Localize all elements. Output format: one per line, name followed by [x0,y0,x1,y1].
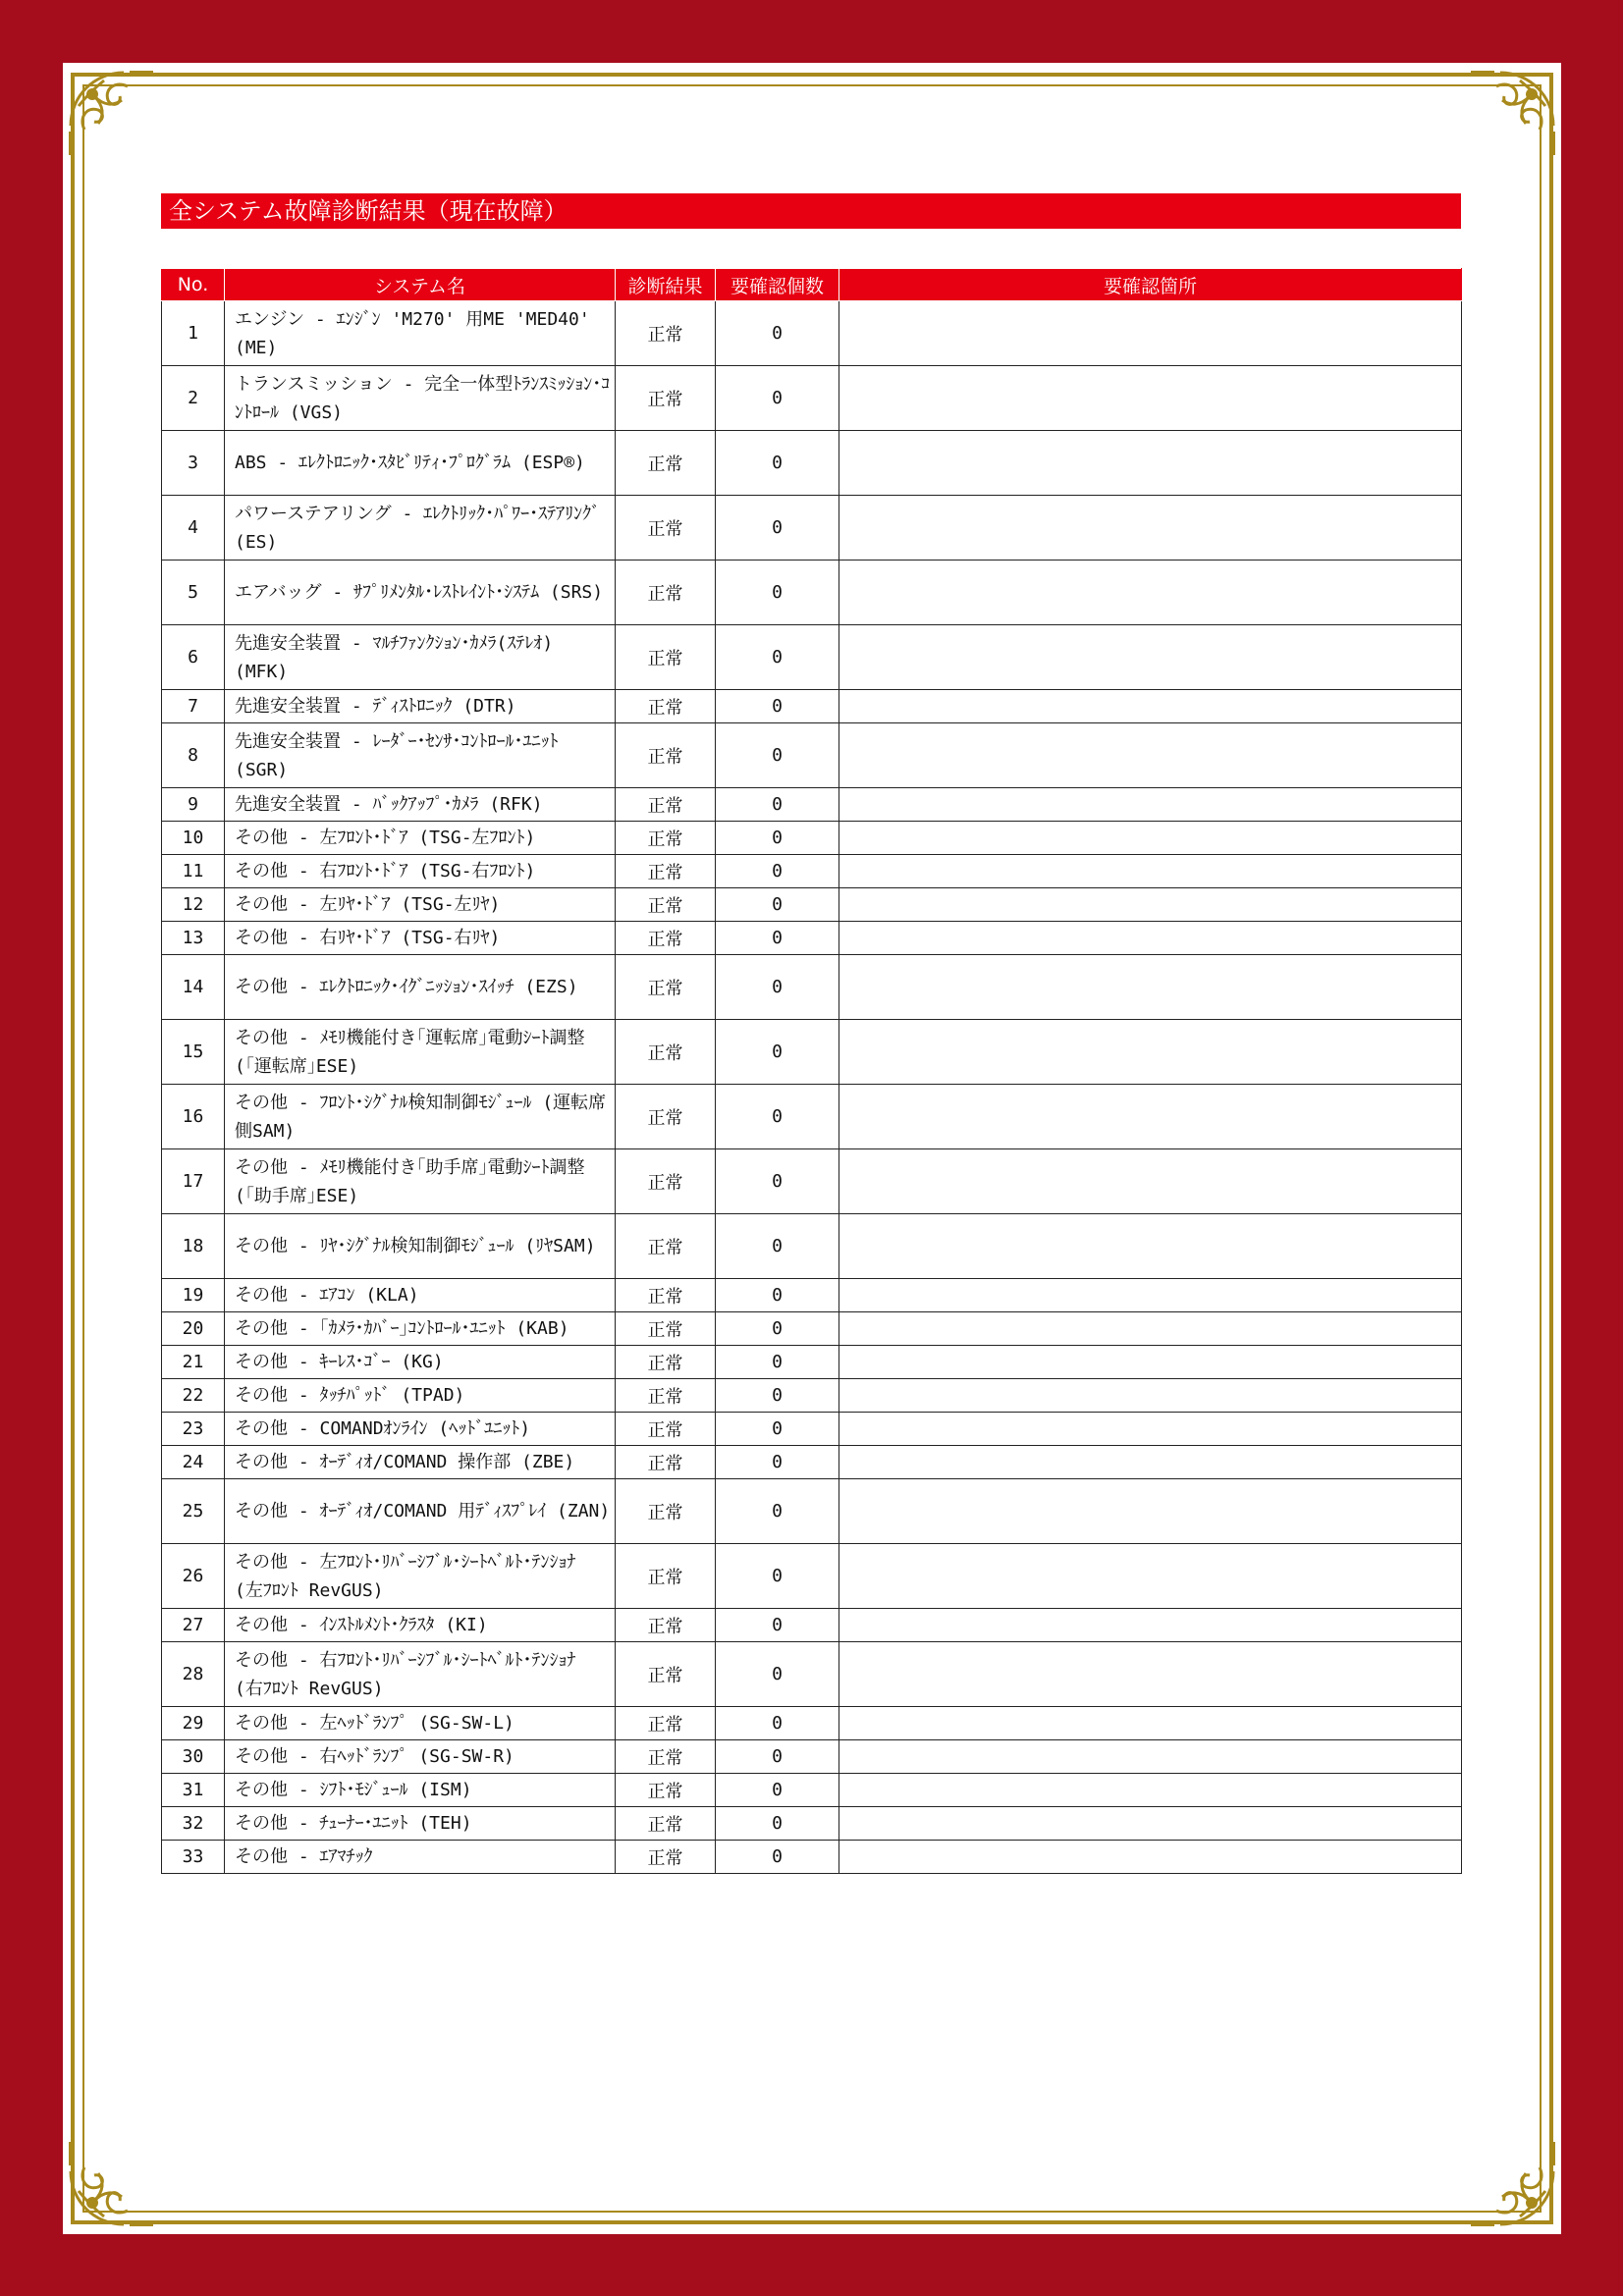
check-count-cell: 0 [716,431,839,496]
check-location-cell [839,496,1462,561]
system-name-cell: その他 - ｵｰﾃﾞｨｵ/COMAND 用ﾃﾞｨｽﾌﾟﾚｲ (ZAN) [225,1479,616,1544]
table-row [162,1312,1462,1346]
check-count-cell: 0 [716,690,839,723]
diagnosis-result-cell: 正常 [616,723,716,788]
table-row [162,1149,1462,1214]
table-row [162,1446,1462,1479]
corner-ornament-icon [1465,67,1559,161]
header-location: 要確認箇所 [839,269,1462,301]
check-location-cell [839,1841,1462,1874]
diagnosis-result-cell: 正常 [616,1149,716,1214]
row-number-cell: 2 [162,366,225,431]
diagnosis-result-cell: 正常 [616,955,716,1020]
diagnosis-result-cell: 正常 [616,366,716,431]
diagnosis-result-cell: 正常 [616,431,716,496]
system-name-cell: その他 - ﾁｭｰﾅｰ･ﾕﾆｯﾄ (TEH) [225,1807,616,1841]
system-name-cell: その他 - 右ﾌﾛﾝﾄ･ﾄﾞｱ (TSG-右ﾌﾛﾝﾄ) [225,855,616,888]
check-location-cell [839,1609,1462,1642]
diagnosis-result-cell: 正常 [616,496,716,561]
check-location-cell [839,561,1462,625]
check-count-cell: 0 [716,1085,839,1149]
row-number-cell: 17 [162,1149,225,1214]
system-name-cell: その他 - 右ﾌﾛﾝﾄ･ﾘﾊﾞｰｼﾌﾞﾙ･ｼｰﾄﾍﾞﾙﾄ･ﾃﾝｼｮﾅ (右ﾌﾛﾝﾄ RevGUS) [225,1642,616,1707]
check-location-cell [839,301,1462,366]
check-count-cell: 0 [716,1446,839,1479]
row-number-cell: 3 [162,431,225,496]
report-page [63,63,1561,2234]
diagnosis-result-cell: 正常 [616,301,716,366]
table-row [162,1609,1462,1642]
check-location-cell [839,955,1462,1020]
diagnosis-result-cell: 正常 [616,1085,716,1149]
system-name-cell: その他 - COMANDｵﾝﾗｲﾝ (ﾍｯﾄﾞﾕﾆｯﾄ) [225,1413,616,1446]
header-count: 要確認個数 [716,269,839,301]
check-count-cell: 0 [716,922,839,955]
table-row [162,788,1462,822]
system-name-cell: その他 - 左ﾍｯﾄﾞﾗﾝﾌﾟ (SG-SW-L) [225,1707,616,1740]
check-location-cell [839,922,1462,955]
check-location-cell [839,1085,1462,1149]
system-name-cell: その他 - ｴﾚｸﾄﾛﾆｯｸ･ｲｸﾞﾆｯｼｮﾝ･ｽｲｯﾁ (EZS) [225,955,616,1020]
diagnosis-result-cell: 正常 [616,1642,716,1707]
check-location-cell [839,625,1462,690]
row-number-cell: 23 [162,1413,225,1446]
row-number-cell: 20 [162,1312,225,1346]
diagnosis-result-cell: 正常 [616,1740,716,1774]
row-number-cell: 18 [162,1214,225,1279]
header-no: No. [162,269,225,301]
system-name-cell: 先進安全装置 - ﾃﾞｨｽﾄﾛﾆｯｸ (DTR) [225,690,616,723]
row-number-cell: 21 [162,1346,225,1379]
diagnosis-result-cell: 正常 [616,1279,716,1312]
diagnosis-result-cell: 正常 [616,1707,716,1740]
check-location-cell [839,1807,1462,1841]
table-row [162,1841,1462,1874]
system-name-cell: その他 - ﾒﾓﾘ機能付き｢運転席｣電動ｼｰﾄ調整 (｢運転席｣ESE) [225,1020,616,1085]
check-count-cell: 0 [716,1544,839,1609]
row-number-cell: 12 [162,888,225,922]
check-count-cell: 0 [716,1279,839,1312]
diagnosis-result-cell: 正常 [616,1841,716,1874]
row-number-cell: 6 [162,625,225,690]
table-row [162,1279,1462,1312]
check-location-cell [839,431,1462,496]
table-row [162,1214,1462,1279]
diagnosis-result-cell: 正常 [616,1214,716,1279]
system-name-cell: エンジン - ｴﾝｼﾞﾝ 'M270' 用ME 'MED40' (ME) [225,301,616,366]
check-count-cell: 0 [716,1807,839,1841]
header-system-name: システム名 [225,269,616,301]
table-row [162,1774,1462,1807]
row-number-cell: 29 [162,1707,225,1740]
table-row [162,431,1462,496]
check-count-cell: 0 [716,625,839,690]
row-number-cell: 15 [162,1020,225,1085]
diagnosis-result-cell: 正常 [616,1312,716,1346]
row-number-cell: 10 [162,822,225,855]
table-row [162,1379,1462,1413]
system-name-cell: その他 - ﾌﾛﾝﾄ･ｼｸﾞﾅﾙ検知制御ﾓｼﾞｭｰﾙ (運転席側SAM) [225,1085,616,1149]
check-location-cell [839,1214,1462,1279]
diagnosis-result-cell: 正常 [616,1479,716,1544]
system-name-cell: その他 - 右ﾍｯﾄﾞﾗﾝﾌﾟ (SG-SW-R) [225,1740,616,1774]
check-count-cell: 0 [716,1149,839,1214]
check-count-cell: 0 [716,1020,839,1085]
table-row [162,1346,1462,1379]
check-count-cell: 0 [716,1379,839,1413]
system-name-cell: その他 - ｢ｶﾒﾗ･ｶﾊﾞｰ｣ｺﾝﾄﾛｰﾙ･ﾕﾆｯﾄ (KAB) [225,1312,616,1346]
diagnosis-result-cell: 正常 [616,625,716,690]
row-number-cell: 27 [162,1609,225,1642]
check-count-cell: 0 [716,301,839,366]
diagnosis-result-cell: 正常 [616,855,716,888]
system-name-cell: トランスミッション - 完全一体型ﾄﾗﾝｽﾐｯｼｮﾝ･ｺﾝﾄﾛｰﾙ (VGS) [225,366,616,431]
corner-ornament-icon [1465,2136,1559,2230]
system-name-cell: その他 - ｵｰﾃﾞｨｵ/COMAND 操作部 (ZBE) [225,1446,616,1479]
diagnosis-result-cell: 正常 [616,1807,716,1841]
table-row [162,822,1462,855]
check-location-cell [839,1149,1462,1214]
check-count-cell: 0 [716,1346,839,1379]
row-number-cell: 7 [162,690,225,723]
corner-ornament-icon [65,67,159,161]
row-number-cell: 16 [162,1085,225,1149]
check-count-cell: 0 [716,366,839,431]
system-name-cell: その他 - ｲﾝｽﾄﾙﾒﾝﾄ･ｸﾗｽﾀ (KI) [225,1609,616,1642]
check-location-cell [839,1774,1462,1807]
check-count-cell: 0 [716,1642,839,1707]
diagnosis-result-cell: 正常 [616,561,716,625]
check-count-cell: 0 [716,723,839,788]
table-header-row [162,269,1462,301]
check-location-cell [839,1346,1462,1379]
check-count-cell: 0 [716,561,839,625]
row-number-cell: 32 [162,1807,225,1841]
row-number-cell: 33 [162,1841,225,1874]
page-title: 全システム故障診断結果（現在故障） [161,193,1461,229]
row-number-cell: 11 [162,855,225,888]
table-row [162,690,1462,723]
table-row [162,922,1462,955]
system-name-cell: その他 - 左ﾌﾛﾝﾄ･ﾄﾞｱ (TSG-左ﾌﾛﾝﾄ) [225,822,616,855]
system-name-cell: その他 - 左ﾌﾛﾝﾄ･ﾘﾊﾞｰｼﾌﾞﾙ･ｼｰﾄﾍﾞﾙﾄ･ﾃﾝｼｮﾅ (左ﾌﾛﾝﾄ RevGUS) [225,1544,616,1609]
table-row [162,301,1462,366]
diagnosis-result-cell: 正常 [616,1413,716,1446]
diagnosis-result-cell: 正常 [616,690,716,723]
row-number-cell: 24 [162,1446,225,1479]
diagnosis-result-cell: 正常 [616,788,716,822]
table-row [162,1479,1462,1544]
check-location-cell [839,1413,1462,1446]
system-name-cell: その他 - ﾀｯﾁﾊﾟｯﾄﾞ (TPAD) [225,1379,616,1413]
check-count-cell: 0 [716,1707,839,1740]
check-location-cell [839,690,1462,723]
check-location-cell [839,1312,1462,1346]
check-location-cell [839,1544,1462,1609]
row-number-cell: 1 [162,301,225,366]
table-row [162,1413,1462,1446]
row-number-cell: 26 [162,1544,225,1609]
diagnosis-result-cell: 正常 [616,888,716,922]
table-row [162,855,1462,888]
check-location-cell [839,1446,1462,1479]
table-row [162,1707,1462,1740]
system-name-cell: その他 - 右ﾘﾔ･ﾄﾞｱ (TSG-右ﾘﾔ) [225,922,616,955]
diagnosis-result-cell: 正常 [616,1446,716,1479]
system-name-cell: その他 - ﾘﾔ･ｼｸﾞﾅﾙ検知制御ﾓｼﾞｭｰﾙ (ﾘﾔSAM) [225,1214,616,1279]
system-name-cell: 先進安全装置 - ﾊﾞｯｸｱｯﾌﾟ･ｶﾒﾗ (RFK) [225,788,616,822]
table-row [162,1020,1462,1085]
check-count-cell: 0 [716,788,839,822]
diagnosis-result-cell: 正常 [616,1774,716,1807]
row-number-cell: 19 [162,1279,225,1312]
table-row [162,723,1462,788]
corner-ornament-icon [65,2136,159,2230]
diagnosis-result-cell: 正常 [616,1346,716,1379]
table-row [162,1085,1462,1149]
table-row [162,366,1462,431]
system-name-cell: ABS - ｴﾚｸﾄﾛﾆｯｸ･ｽﾀﾋﾞﾘﾃｨ･ﾌﾟﾛｸﾞﾗﾑ (ESP®) [225,431,616,496]
check-location-cell [839,855,1462,888]
check-location-cell [839,723,1462,788]
row-number-cell: 14 [162,955,225,1020]
system-name-cell: その他 - ｴｱﾏﾁｯｸ [225,1841,616,1874]
check-location-cell [839,822,1462,855]
check-location-cell [839,1740,1462,1774]
check-location-cell [839,1020,1462,1085]
table-row [162,955,1462,1020]
check-count-cell: 0 [716,496,839,561]
check-location-cell [839,1479,1462,1544]
header-result: 診断結果 [616,269,716,301]
row-number-cell: 30 [162,1740,225,1774]
check-location-cell [839,1379,1462,1413]
check-count-cell: 0 [716,888,839,922]
diagnosis-result-cell: 正常 [616,1020,716,1085]
check-location-cell [839,1707,1462,1740]
check-count-cell: 0 [716,1841,839,1874]
diagnosis-table [161,268,1462,1874]
diagnosis-result-cell: 正常 [616,922,716,955]
check-count-cell: 0 [716,955,839,1020]
check-count-cell: 0 [716,1413,839,1446]
check-location-cell [839,788,1462,822]
table-row [162,1642,1462,1707]
row-number-cell: 31 [162,1774,225,1807]
row-number-cell: 25 [162,1479,225,1544]
table-row [162,561,1462,625]
system-name-cell: その他 - 左ﾘﾔ･ﾄﾞｱ (TSG-左ﾘﾔ) [225,888,616,922]
system-name-cell: 先進安全装置 - ﾚｰﾀﾞｰ･ｾﾝｻ･ｺﾝﾄﾛｰﾙ･ﾕﾆｯﾄ (SGR) [225,723,616,788]
system-name-cell: 先進安全装置 - ﾏﾙﾁﾌｧﾝｸｼｮﾝ･ｶﾒﾗ(ｽﾃﾚｵ) (MFK) [225,625,616,690]
system-name-cell: その他 - ｼﾌﾄ･ﾓｼﾞｭｰﾙ (ISM) [225,1774,616,1807]
check-count-cell: 0 [716,1312,839,1346]
check-count-cell: 0 [716,1479,839,1544]
table-row [162,625,1462,690]
row-number-cell: 28 [162,1642,225,1707]
row-number-cell: 4 [162,496,225,561]
check-count-cell: 0 [716,1609,839,1642]
system-name-cell: パワーステアリング - ｴﾚｸﾄﾘｯｸ･ﾊﾟﾜｰ･ｽﾃｱﾘﾝｸﾞ (ES) [225,496,616,561]
system-name-cell: その他 - ﾒﾓﾘ機能付き｢助手席｣電動ｼｰﾄ調整 (｢助手席｣ESE) [225,1149,616,1214]
check-location-cell [839,1279,1462,1312]
row-number-cell: 8 [162,723,225,788]
diagnosis-result-cell: 正常 [616,1379,716,1413]
check-count-cell: 0 [716,855,839,888]
table-row [162,1740,1462,1774]
table-row [162,1544,1462,1609]
diagnosis-result-cell: 正常 [616,822,716,855]
check-location-cell [839,1642,1462,1707]
system-name-cell: エアバッグ - ｻﾌﾟﾘﾒﾝﾀﾙ･ﾚｽﾄﾚｲﾝﾄ･ｼｽﾃﾑ (SRS) [225,561,616,625]
diagnosis-result-cell: 正常 [616,1609,716,1642]
check-count-cell: 0 [716,1740,839,1774]
row-number-cell: 22 [162,1379,225,1413]
diagnosis-result-cell: 正常 [616,1544,716,1609]
table-row [162,496,1462,561]
check-count-cell: 0 [716,1774,839,1807]
table-row [162,888,1462,922]
row-number-cell: 9 [162,788,225,822]
system-name-cell: その他 - ｷｰﾚｽ･ｺﾞｰ (KG) [225,1346,616,1379]
row-number-cell: 5 [162,561,225,625]
check-count-cell: 0 [716,822,839,855]
row-number-cell: 13 [162,922,225,955]
check-count-cell: 0 [716,1214,839,1279]
check-location-cell [839,888,1462,922]
table-row [162,1807,1462,1841]
check-location-cell [839,366,1462,431]
system-name-cell: その他 - ｴｱｺﾝ (KLA) [225,1279,616,1312]
